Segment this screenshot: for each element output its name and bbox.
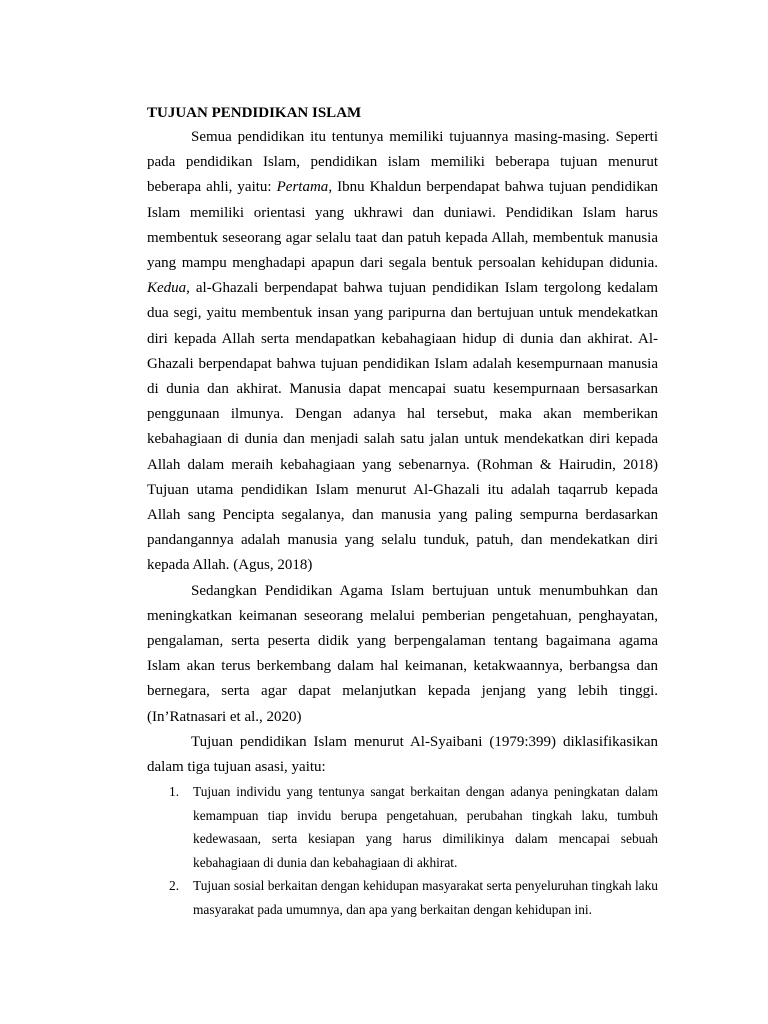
paragraph-1-text-3: , al-Ghazali berpendapat bahwa tujuan pendidikan Islam tergolong kedalam dua segi, yaitu membentuk insan yang paripurna dan bertujuan untuk mendekatkan diri kepada Allah serta mendapatkan kebahagiaan hidup di dunia dan akhirat. Al-Ghazali berpendapat bahwa tujuan pendidikan Islam adalah kesempurnaan manusia di dunia dan akhirat. Manusia dapat mencapai suatu kesempurnaan bersasarkan penggunaan ilmunya. Dengan adanya hal tersebut, maka akan memberikan kebahagiaan di dunia dan menjadi salah satu jalan untuk mendekatkan diri kepada Allah dalam meraih kebahagiaan yang sebenarnya. (Rohman & Hairudin, 2018) Tujuan utama pendidikan Islam menurut Al-Ghazali itu adalah taqarrub kepada Allah sang Pencipta segalanya, dan manusia yang paling sempurna berdasarkan pandangannya adalah manusia yang selalu tunduk, patuh, dan mendekatkan diri kepada Allah. (Agus, 2018) — [147, 280, 658, 574]
paragraph-3: Tujuan pendidikan Islam menurut Al-Syaibani (1979:399) diklasifikasikan dalam tiga tujuan asasi, yaitu: — [147, 733, 658, 776]
document-page — [147, 101, 658, 921]
list-item — [147, 780, 658, 874]
list-number: 1. — [169, 784, 180, 800]
list-item-text: Tujuan individu yang tentunya sangat berkaitan dengan adanya peningkatan dalam kemampuan tiap invidu berupa pengetahuan, perubahan tingkah laku, tumbuh kedewasaan, serta kesiapan yang harus dimilikinya dalam mencapai sebuah kebahagiaan di dunia dan kebahagiaan di akhirat. — [193, 784, 658, 870]
list-item — [147, 874, 658, 921]
paragraph-1 — [147, 125, 658, 579]
paragraph-1-text-1: Semua pendidikan itu tentunya memiliki tujuannya masing-masing. Seperti pada pendidikan Islam, pendidikan islam memiliki beberapa tujuan menurut beberapa ahli, yaitu: — [147, 129, 658, 196]
paragraph-1-emphasis-kedua: Kedua — [147, 280, 187, 297]
list-number: 2. — [169, 878, 180, 894]
paragraph-1-text-2: , Ibnu Khaldun berpendapat bahwa tujuan pendidikan Islam memiliki orientasi yang ukhrawi dan duniawi. Pendidikan Islam harus membentuk seseorang agar selalu taat dan patuh kepada Allah, membentuk manusia yang mampu menghadapi apapun dari segala bentuk persoalan kehidupan didunia. — [147, 179, 658, 272]
paragraph-1-emphasis-pertama: Pertama — [276, 179, 329, 196]
list-item-text: Tujuan sosial berkaitan dengan kehidupan masyarakat serta penyeluruhan tingkah laku masyarakat pada umumnya, dan apa yang berkaitan dengan kehidupan ini. — [193, 878, 658, 917]
goals-list — [147, 780, 658, 921]
section-title: TUJUAN PENDIDIKAN ISLAM — [147, 105, 362, 121]
paragraph-2: Sedangkan Pendidikan Agama Islam bertujuan untuk menumbuhkan dan meningkatkan keimanan seseorang melalui pemberian pengetahuan, penghayatan, pengalaman, serta peserta didik yang berpengalaman tentang bagaimana agama Islam akan terus berkembang dalam hal keimanan, ketakwaannya, berbangsa dan bernegara, serta agar dapat melanjutkan kepada jenjang yang lebih tinggi. (In’Ratnasari et al., 2020) — [147, 582, 658, 725]
